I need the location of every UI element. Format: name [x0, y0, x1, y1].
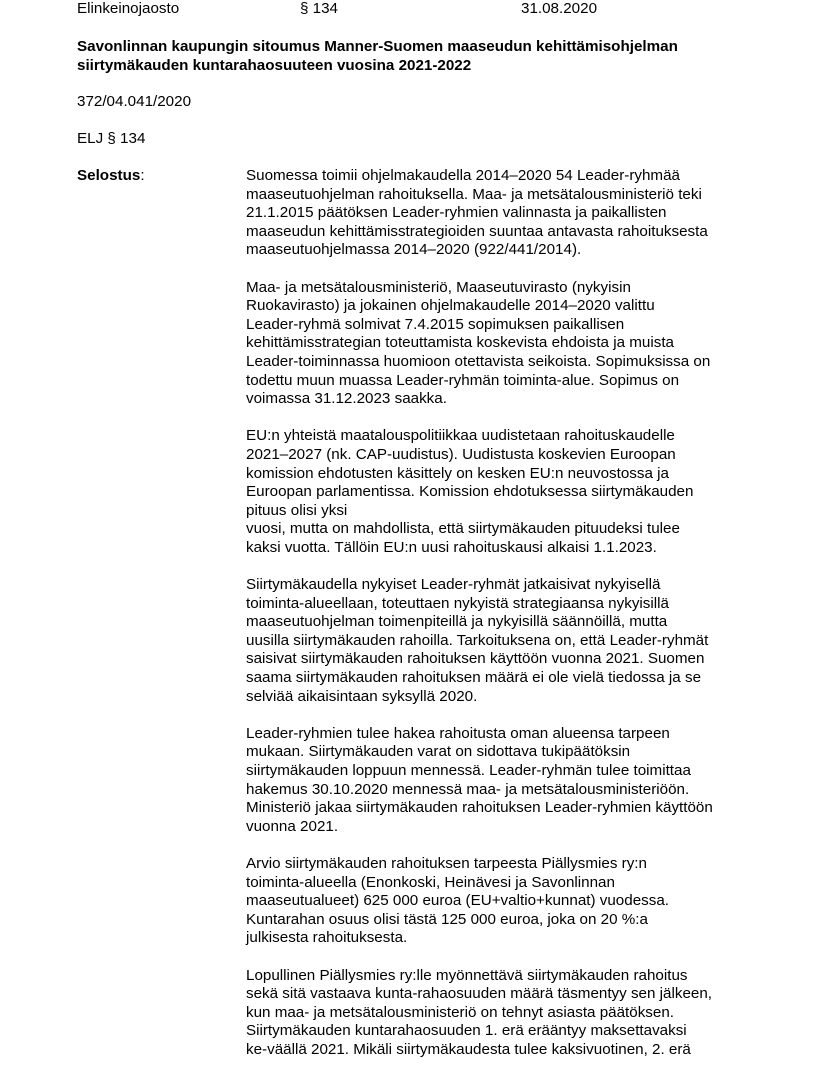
paragraph [246, 725, 766, 837]
selostus-colon: : [140, 167, 145, 184]
paragraph-line: 2021–2027 (nk. CAP-uudistus). Uudistusta koskevien Euroopan [246, 445, 676, 463]
paragraph-line: kun maa- ja metsätalousministeriö on tehnyt asiasta päätöksen. [246, 1003, 675, 1021]
record-number: 372/04.041/2020 [77, 93, 192, 110]
paragraph-line: maaseutualueet) 625 000 euroa (EU+valtio+kunnat) vuodessa. [246, 892, 669, 910]
title-line: Savonlinnan kaupungin sitoumus Manner-Suomen maaseudun kehittämisohjelman [77, 38, 678, 55]
paragraph-line: voimassa 31.12.2023 saakka. [246, 390, 447, 408]
paragraph [246, 167, 766, 260]
paragraph-line: mukaan. Siirtymäkauden varat on sidottava tukipäätöksin [246, 743, 631, 761]
selostus-label: Selostus [77, 167, 141, 184]
title-line: siirtymäkauden kuntarahaosuuteen vuosina 2021-2022 [77, 56, 472, 74]
paragraph-line: EU:n yhteistä maatalouspolitiikkaa uudistetaan rahoituskaudelle [246, 427, 675, 445]
paragraph-line: maaseutuohjelmassa 2014–2020 (922/441/2014). [246, 241, 582, 259]
paragraph-line: Ruokavirasto) ja jokainen ohjelmakaudelle 2014–2020 valittu [246, 297, 655, 315]
paragraph-line: saama siirtymäkauden rahoituksen määrä ei ole vielä tiedossa ja se [246, 669, 702, 687]
paragraph-line: Kuntarahan osuus olisi tästä 125 000 euroa, joka on 20 %:a [246, 910, 648, 928]
paragraph-line: maaseutuohjelman rahoituksella. Maa- ja metsätalousministeriö teki [246, 185, 702, 203]
paragraph [246, 855, 766, 948]
paragraph-line: Arvio siirtymäkauden rahoituksen tarpeesta Piällysmies ry:n [246, 854, 647, 872]
paragraph [246, 967, 766, 1060]
paragraph-line: uusilla siirtymäkauden rahoilla. Tarkoituksena on, että Leader-ryhmät [246, 631, 709, 649]
paragraph-line: pituus olisi yksi [246, 501, 348, 519]
paragraph-line: Euroopan parlamentissa. Komission ehdotuksessa siirtymäkauden [246, 483, 694, 501]
paragraph-line: Siirtymäkauden kuntarahaosuuden 1. erä erääntyy maksettavaksi [246, 1022, 687, 1040]
paragraph-line: Maa- ja metsätalousministeriö, Maaseutuvirasto (nykyisin [246, 278, 631, 296]
paragraph-line: sekä sitä vastaava kunta-rahaosuuden määrä täsmentyy sen jälkeen, [246, 985, 713, 1003]
selostus-body [246, 167, 766, 1078]
paragraph-line: todettu muun muassa Leader-ryhmän toiminta-alue. Sopimus on [246, 371, 680, 389]
paragraph [246, 576, 766, 706]
document-title [77, 38, 757, 75]
paragraph-line: Siirtymäkaudella nykyiset Leader-ryhmät jatkaisivat nykyisellä [246, 576, 661, 594]
paragraph-line: saisivat siirtymäkauden rahoituksen käyttöön vuonna 2021. Suomen [246, 650, 705, 668]
paragraph-line: Suomessa toimii ohjelmakaudella 2014–2020 54 Leader-ryhmää [246, 167, 680, 184]
paragraph-line: maaseutuohjelman toimenpiteillä ja nykyisillä säännöillä, mutta [246, 613, 668, 631]
section-reference: ELJ § 134 [77, 130, 146, 147]
paragraph-line: komission ehdotusten käsittely on kesken EU:n neuvostossa ja [246, 464, 669, 482]
paragraph-line: ke-väällä 2021. Mikäli siirtymäkaudesta tulee kaksivuotinen, 2. erä [246, 1040, 691, 1058]
paragraph-line: vuonna 2021. [246, 817, 339, 835]
paragraph-line: vuosi, mutta on mahdollista, että siirtymäkauden pituudeksi tulee [246, 520, 680, 538]
paragraph-line: Lopullinen Piällysmies ry:lle myönnettävä siirtymäkauden rahoitus [246, 966, 688, 984]
paragraph-line: toiminta-alueellaan, toteuttaen nykyistä strategiaansa nykyisillä [246, 594, 669, 612]
paragraph-line: Leader-ryhmien tulee hakea rahoitusta oman alueensa tarpeen [246, 724, 670, 742]
paragraph-line: Leader-ryhmä solmivat 7.4.2015 sopimuksen paikallisen [246, 315, 625, 333]
paragraph-line: Leader-toiminnassa huomioon otettavista seikoista. Sopimuksissa on [246, 352, 711, 370]
paragraph-line: toiminta-alueella (Enonkoski, Heinävesi ja Savonlinnan [246, 873, 615, 891]
paragraph-line: Ministeriö jakaa siirtymäkauden rahoituksen Leader-ryhmien käyttöön [246, 799, 713, 817]
paragraph-line: kehittämisstrategian toteuttamista koskevista ehdoista ja muista [246, 334, 674, 352]
paragraph-line: kaksi vuotta. Tällöin EU:n uusi rahoituskausi alkaisi 1.1.2023. [246, 538, 657, 556]
paragraph-line: 21.1.2015 päätöksen Leader-ryhmien valinnasta ja paikallisten [246, 204, 667, 222]
header-department: Elinkeinojaosto [77, 0, 180, 17]
paragraph [246, 279, 766, 409]
paragraph-line: hakemus 30.10.2020 mennessä maa- ja metsätalousministeriöön. [246, 780, 690, 798]
paragraph-line: siirtymäkauden loppuun mennessä. Leader-ryhmän tulee toimittaa [246, 762, 691, 779]
selostus-heading [77, 167, 145, 186]
paragraph [246, 427, 766, 557]
paragraph-line: selviää aikaisintaan syksyllä 2020. [246, 687, 478, 705]
header-section: § 134 [300, 0, 339, 17]
header-date: 31.08.2020 [521, 0, 598, 17]
paragraph-line: julkisesta rahoituksesta. [246, 929, 408, 947]
paragraph-line: maaseudun kehittämisstrategioiden suuntaa antavasta rahoituksesta [246, 222, 708, 240]
